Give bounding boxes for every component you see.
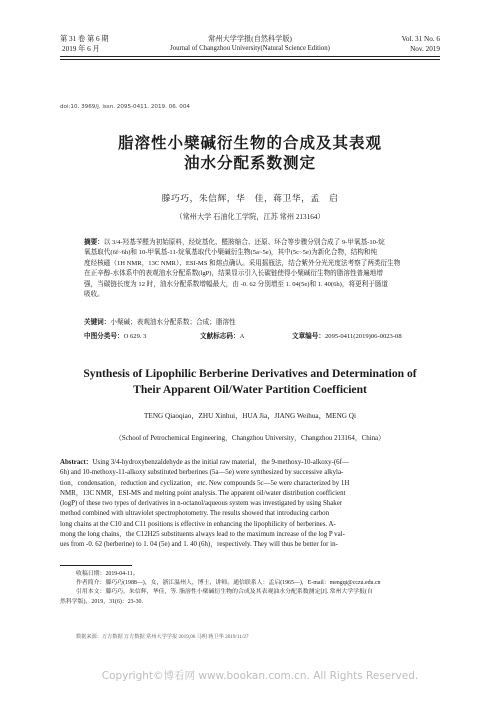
title-en-line-1: Synthesis of Lipophilic Berberine Derivatives and Determination of <box>83 367 417 380</box>
header-volume-en: Vol. 31 No. 6 <box>401 35 440 43</box>
download-stamp: 数据来源：万方数据 万方数据 常州大学学报 2019,06 马明 蒋卫华 2019/11/27 <box>76 634 249 640</box>
abstract-en-line: mong the long chains，the C12H25 substituents always lead to the maximum increase of the log P val- <box>60 531 345 539</box>
header-journal-en: Journal of Changzhou University(Natural Science Edition) <box>170 45 330 52</box>
title-cn-line-2: 油水分配系数测定 <box>183 155 316 172</box>
abstract-en-line: Using 3/4-hydroxybenzaldehyde as the initial raw material，the 9-methoxy-10-alkoxy-(6f— <box>92 459 349 466</box>
clc-label: 中图分类号： <box>84 333 124 340</box>
abstract-cn-line: 氧基取代(6f~6h)和 10-甲氧基-11-烷氧基取代小檗碱衍生物(5a~5e)，其中(5c~5e)为新化合物，结构和纯 <box>84 249 378 257</box>
header-rule-thin <box>60 59 440 60</box>
header-volume-cn: 第 31 卷 第 6 期 <box>60 35 109 43</box>
abstract-cn-line: 以 3/4-羟基苄醛为初始原料，经烷基化、醛胺缩合、还原、环合等步骤分别合成了 9-甲氧基-10-烷 <box>103 239 385 246</box>
footnote-rule <box>60 565 132 566</box>
abstract-cn-line: 在正辛醇-水体系中的表观油水分配系数(lgP)，结果显示引入长碳链使得小檗碱衍生物的脂溶性普遍地增 <box>84 270 383 278</box>
header-rule-thick <box>60 56 440 57</box>
abstract-en-label: Abstract： <box>60 459 93 466</box>
title-en-line-2: Their Apparent Oil/Water Partition Coefficient <box>133 383 367 396</box>
abstract-en-line: 6h) and 10-methoxy-11-alkoxy substituted berberines (5a—5e) were synthesized by successive alkyla- <box>60 469 344 477</box>
footnote-citation: 引用本文：滕巧巧，朱信辉，华佳，等. 脂溶性小檗碱衍生物的合成及其表观油水分配系数测定[J]. 常州大学学报(自 <box>76 589 373 596</box>
footnote-citation-cont: 然科学版)，2019，31(6)：23-30. <box>60 598 143 605</box>
article-id <box>292 332 402 342</box>
keywords-cn-label: 关键词： <box>84 319 111 326</box>
title-cn-line-1: 脂溶性小檗碱衍生物的合成及其表观 <box>117 135 382 152</box>
abstract-en-line: NMR，13C NMR，ESI-MS and melting point analysis. The apparent oil/water distribution coefficient <box>60 489 346 497</box>
authors-en: TENG Qiaoqiao，ZHU Xinhui，HUA Jia，JIANG Weihua，MENG Qi <box>144 412 356 420</box>
abstract-en-line: tion，condensation，reduction and cyclization，etc. New compounds 5c—5e were characterized by 1H <box>60 479 350 487</box>
copyright-watermark: Copyright©博看网 www.bookan.com.cn. All Rights Reserved. <box>101 670 419 682</box>
abstract-en-line: long chains at the C10 and C11 positions is effective in enhancing the lipophilicity of berberines. A- <box>60 520 336 528</box>
authors-cn: 滕巧巧，朱信辉，华 佳，蒋卫华，孟 启 <box>161 193 339 203</box>
article-id-label: 文章编号： <box>292 333 325 340</box>
header-journal-cn: 常州大学学报(自然科学版) <box>208 35 292 43</box>
footnote-author-bio: 作者简介：滕巧巧(1988—)，女，浙江温州人，博士，讲师。通信联系人：孟启(1965—)，E-mail：mengqi@cczu.edu.cn <box>76 580 381 587</box>
clc-number <box>84 332 146 342</box>
document-code <box>200 332 244 342</box>
doi: doi:10. 3969/j. issn. 2095-0411. 2019. 06. 004 <box>60 104 190 110</box>
abstract-en-line: ues from -0. 62 (berberine) to 1. 04 (5e) and 1. 40 (6h)，respectively. They will thus be better for in- <box>60 541 338 549</box>
affiliation-cn: （常州大学 石油化工学院，江苏 常州 213164） <box>175 213 325 221</box>
doc-code-value: A <box>239 333 245 340</box>
abstract-cn-line: 强，当碳链长度为 12 时，油水分配系数增幅最大，由 -0. 62 分别增至 1. 04(5e)和 1. 40(6h)，将更利于肠道 <box>84 280 389 288</box>
keywords-cn <box>84 318 236 328</box>
abstract-cn-line: 吸收。 <box>84 291 104 299</box>
affiliation-en: （School of Petrochemical Engineering，Changzhou University，Changzhou 213164，China） <box>114 435 386 442</box>
clc-value: O 629. 3 <box>123 333 147 340</box>
footnote-received: 收稿日期：2019-04-11。 <box>76 571 139 577</box>
abstract-en-line: method combined with ultraviolet spectrophotometry. The results showed that introducing carbon <box>60 510 330 518</box>
abstract-cn-label: 摘要： <box>84 239 104 246</box>
abstract-en-line: (logP) of these two types of derivatives in n-octanol/aqueous system was investigated by using Shaker <box>60 500 343 508</box>
header-date-en: Nov. 2019 <box>410 45 440 53</box>
header-date-cn: 2019 年 6 月 <box>62 45 100 53</box>
article-id-value: 2095-0411(2019)06-0023-08 <box>324 333 402 340</box>
abstract-en <box>60 458 442 551</box>
doc-code-label: 文献标志码： <box>200 333 240 340</box>
footnotes <box>60 570 442 607</box>
abstract-cn <box>84 238 420 300</box>
abstract-cn-line: 度经核磁（1H NMR，13C NMR）、ESI-MS 和熔点确认。采用摇瓶法，结合紫外分光光度法考察了两类衍生物 <box>84 259 401 267</box>
keywords-cn-text: 小檗碱；表观油水分配系数；合成；脂溶性 <box>110 319 236 326</box>
